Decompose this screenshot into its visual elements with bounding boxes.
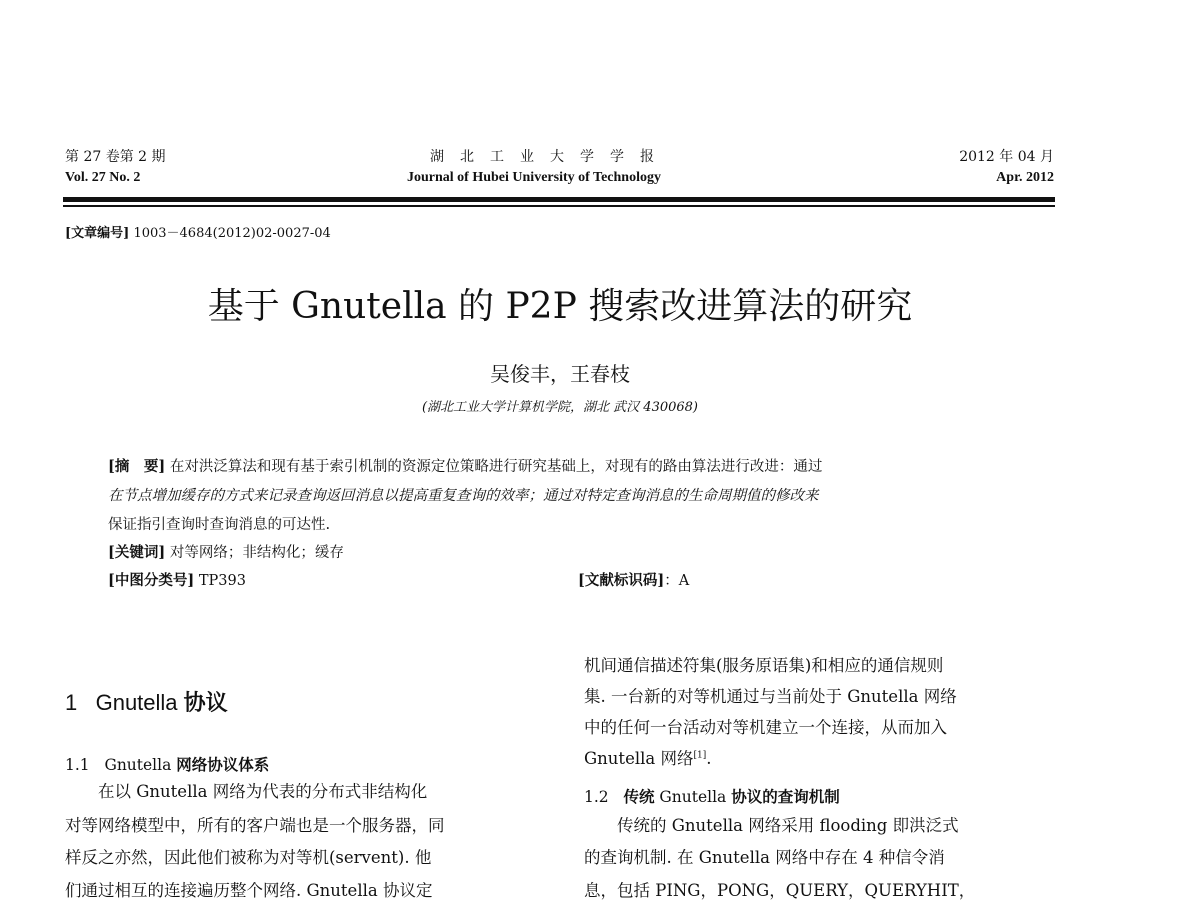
left-col-line-1: 在以 Gnutella 网络为代表的分布式非结构化: [65, 782, 428, 801]
journal-en: Journal of Hubei University of Technology: [407, 170, 661, 185]
date-cn: 2012 年 04 月: [959, 149, 1054, 165]
classification: [108, 569, 246, 590]
section-1-heading: [65, 686, 228, 717]
right-col-line-5: 传统的 Gnutella 网络采用 flooding 即洪泛式: [584, 816, 959, 835]
doc-code-label: [文献标识码]: [578, 572, 665, 589]
right-col-line-1: 机间通信描述符集(服务原语集)和相应的通信规则: [584, 656, 944, 675]
left-col-line-3: 样反之亦然，因此他们被称为对等机(servent). 他: [65, 848, 432, 867]
issue-cn: 第 27 卷第 2 期: [65, 149, 166, 165]
section-1-2-title-pre: 传统: [623, 787, 655, 806]
section-1-2-heading: [584, 785, 840, 807]
abstract-label: [摘 要]: [108, 458, 166, 475]
right-col-ref-text: Gnutella 网络: [584, 749, 694, 768]
keywords: [108, 541, 344, 562]
section-1-1-number: 1.1: [65, 756, 90, 774]
right-col-line-3: 中的任何一台活动对等机建立一个连接，从而加入: [584, 718, 947, 737]
classification-value: TP393: [198, 573, 246, 589]
right-col-line-4: [584, 751, 711, 768]
date-en: Apr. 2012: [996, 170, 1054, 185]
abstract-line-3: 保证指引查询时查询消息的可达性.: [108, 517, 331, 533]
keywords-value: 对等网络；非结构化；缓存: [169, 545, 344, 561]
right-col-line-6: 的查询机制. 在 Gnutella 网络中存在 4 种信令消: [584, 848, 945, 867]
left-col-line-2: 对等网络模型中，所有的客户端也是一个服务器，同: [65, 816, 445, 835]
keywords-label: [关键词]: [108, 544, 166, 561]
section-1-1-title-en: Gnutella: [104, 756, 172, 774]
abstract-line-2: 在节点增加缓存的方式来记录查询返回消息以提高重复查询的效率；通过对特定查询消息的生命周期值的修改来: [108, 488, 819, 504]
section-1-1-title-cn: 网络协议体系: [176, 755, 270, 774]
article-number-value: 1003－4684(2012)02-0027-04: [133, 226, 331, 241]
abstract-line-1: [108, 455, 822, 476]
section-1-title-en: Gnutella: [95, 690, 178, 715]
section-1-2-title-cn: 协议的查询机制: [731, 787, 840, 806]
section-1-2-number: 1.2: [584, 788, 609, 806]
right-col-line-2: 集. 一台新的对等机通过与当前处于 Gnutella 网络: [584, 687, 957, 706]
article-number: [65, 222, 331, 241]
header-rule-thin: [63, 205, 1055, 207]
section-1-2-title-en: Gnutella: [659, 788, 727, 806]
doc-code: [578, 569, 689, 590]
journal-cn: 湖 北 工 业 大 学 学 报: [430, 149, 655, 165]
left-col-line-4: 们通过相互的连接遍历整个网络. Gnutella 协议定: [65, 881, 433, 900]
right-col-line-7: 息，包括 PING，PONG，QUERY，QUERYHIT，: [584, 881, 976, 900]
classification-label: [中图分类号]: [108, 572, 195, 589]
authors: 吴俊丰，王春枝: [490, 362, 630, 386]
right-col-ref-tail: .: [706, 749, 712, 768]
section-1-1-heading: [65, 753, 269, 775]
header-rule-thick: [63, 197, 1055, 202]
section-1-title-cn: 协议: [183, 691, 228, 716]
paper-title: 基于 Gnutella 的 P2P 搜索改进算法的研究: [207, 286, 913, 327]
issue-en: Vol. 27 No. 2: [65, 170, 141, 185]
abstract-text-1: 在对洪泛算法和现有基于索引机制的资源定位策略进行研究基础上，对现有的路由算法进行改进：通过: [169, 459, 823, 475]
section-1-number: 1: [65, 690, 78, 715]
article-number-label: [文章编号]: [65, 226, 130, 241]
affiliation: (湖北工业大学计算机学院，湖北 武汉 430068): [421, 400, 699, 415]
doc-code-value: ：A: [664, 573, 690, 589]
citation-1: [1]: [693, 750, 707, 761]
